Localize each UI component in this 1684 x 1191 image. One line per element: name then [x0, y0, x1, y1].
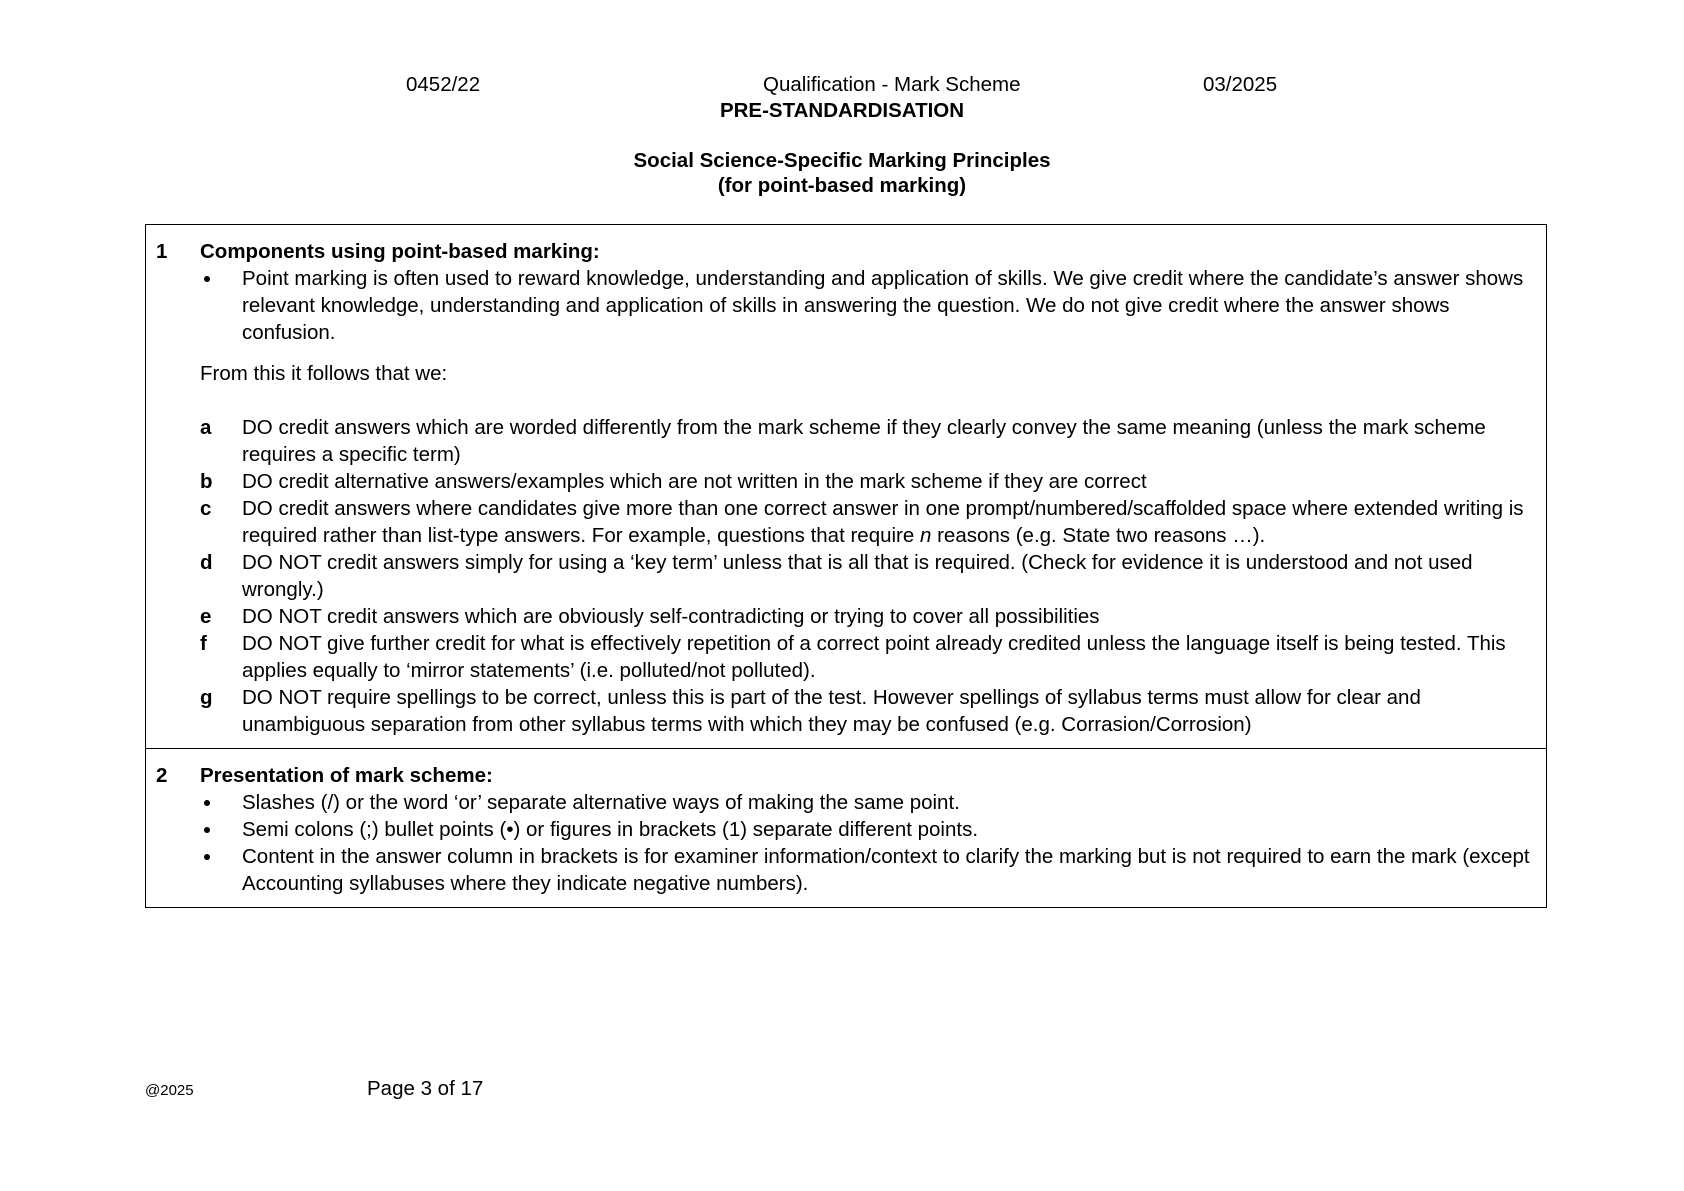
list-item: [200, 549, 1532, 603]
bullet-list: [146, 265, 1546, 346]
item-text: DO credit alternative answers/examples which are not written in the mark scheme if they are correct: [242, 470, 1147, 493]
item-text: DO credit answers which are worded differently from the mark scheme if they clearly convey the same meaning (unless the mark scheme requires a specific term): [242, 416, 1486, 466]
item-text: DO NOT credit answers simply for using a ‘key term’ unless that is all that is required. (Check for evidence it is understood and not used wrongly.): [242, 551, 1473, 601]
list-item: [200, 630, 1532, 684]
item-text: DO NOT require spellings to be correct, unless this is part of the test. However spellings of syllabus terms must allow for clear and unambiguous separation from other syllabus terms with which they may be confused (e.g. Corrasion/Corrosion): [242, 686, 1421, 736]
section-2: [146, 748, 1546, 907]
standardisation-status: PRE-STANDARDISATION: [719, 99, 965, 122]
bullet-list: [146, 789, 1546, 897]
item-letter: e: [200, 605, 212, 628]
marking-principles-table: [145, 224, 1547, 908]
item-letter: d: [200, 551, 213, 574]
item-text: DO NOT credit answers which are obviously self-contradicting or trying to cover all possibilities: [242, 605, 1100, 628]
section-number: 2: [156, 764, 168, 787]
item-italic: n: [919, 524, 932, 547]
bullet-item: Slashes (/) or the word ‘or’ separate alternative ways of making the same point.: [242, 789, 1530, 816]
lettered-list: [146, 414, 1546, 738]
page-number: Page 3 of 17: [367, 1077, 484, 1100]
item-letter: g: [200, 686, 213, 709]
page-title: Social Science-Specific Marking Principles: [633, 149, 1051, 172]
section-heading: Presentation of mark scheme:: [200, 764, 493, 787]
qualification-label: Qualification - Mark Scheme: [763, 73, 1021, 96]
item-letter: a: [200, 416, 212, 439]
list-item: [200, 468, 1532, 495]
list-item: [200, 414, 1532, 468]
list-item: [200, 603, 1532, 630]
item-letter: b: [200, 470, 213, 493]
section-1: [146, 225, 1546, 748]
copyright-notice: @2025: [145, 1082, 194, 1099]
page-subtitle: (for point-based marking): [717, 174, 967, 197]
list-item: [200, 495, 1532, 549]
bullet-item: Semi colons (;) bullet points (•) or figures in brackets (1) separate different points.: [242, 816, 1530, 843]
exam-date: 03/2025: [1203, 73, 1278, 96]
item-text: DO NOT give further credit for what is effectively repetition of a correct point already credited unless the language itself is being tested. This applies equally to ‘mirror statements’ (i.e. polluted/not polluted).: [242, 632, 1506, 682]
section-heading: Components using point-based marking:: [200, 240, 600, 263]
syllabus-code: 0452/22: [406, 73, 481, 96]
item-text: reasons (e.g. State two reasons …).: [931, 524, 1266, 547]
section-number: 1: [156, 240, 168, 263]
item-letter: f: [200, 632, 207, 655]
bullet-item: Content in the answer column in brackets is for examiner information/context to clarify the marking but is not required to earn the mark (except Accounting syllabuses where they indicate negative numbers).: [242, 845, 1530, 895]
bullet-item: Point marking is often used to reward knowledge, understanding and application of skills. We give credit where the candidate’s answer shows relevant knowledge, understanding and application of skills in answering the question. We do not give credit where the answer shows confusion.: [242, 265, 1530, 346]
item-text: DO credit answers where candidates give more than one correct answer in one prompt/numbered/scaffolded space where extended writing is required rather than list-type answers. For example, questions that require: [242, 497, 1524, 547]
list-item: [200, 684, 1532, 738]
item-letter: c: [200, 497, 212, 520]
section-intro: From this it follows that we:: [200, 362, 448, 385]
